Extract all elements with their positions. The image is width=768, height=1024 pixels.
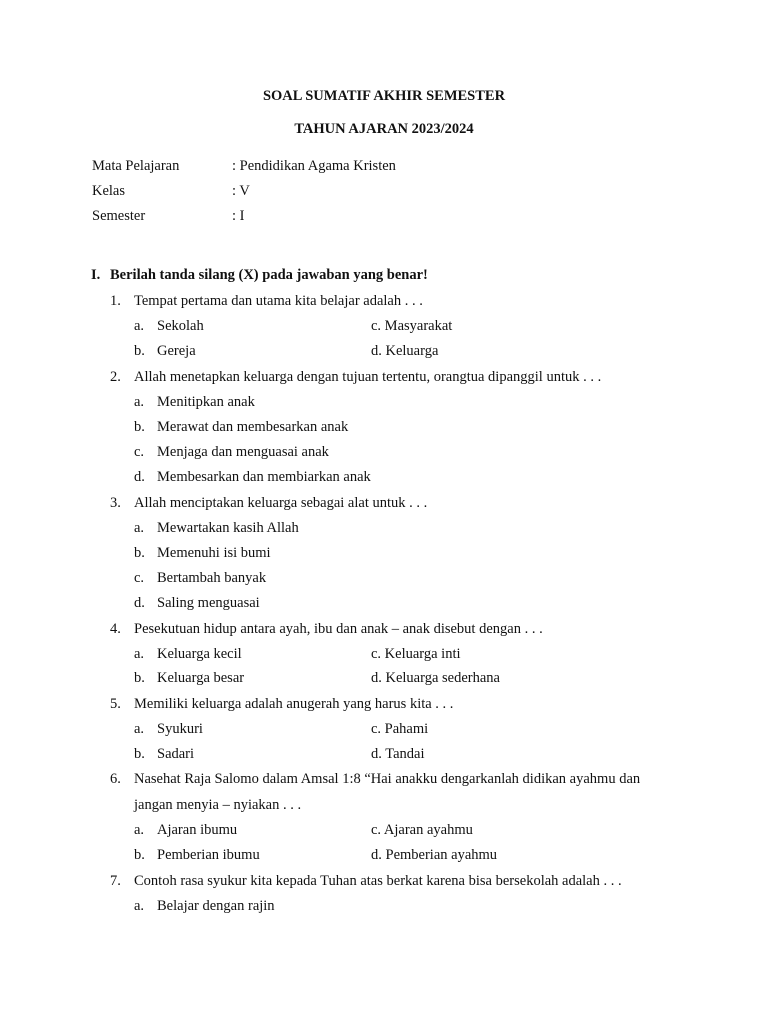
option-text: Bertambah banyak	[157, 570, 267, 586]
info-label: Mata Pelajaran	[92, 158, 180, 174]
option-letter: b.	[134, 746, 145, 762]
option-letter: d.	[134, 469, 145, 485]
option-text: Mewartakan kasih Allah	[157, 520, 299, 536]
option-text: Keluarga besar	[157, 670, 245, 686]
option-letter: b.	[134, 545, 145, 561]
question-text: Tempat pertama dan utama kita belajar adalah . . .	[134, 293, 423, 309]
option-text: Merawat dan membesarkan anak	[157, 419, 349, 435]
option-text: d. Keluarga sederhana	[371, 670, 500, 686]
option-letter: a.	[134, 898, 145, 914]
option-text: c. Pahami	[371, 721, 429, 737]
option-letter: d.	[134, 595, 145, 611]
question-number: 6.	[110, 771, 121, 787]
question-text: Memiliki keluarga adalah anugerah yang harus kita . . .	[134, 696, 454, 712]
option-text: Sadari	[157, 746, 195, 762]
option-text: Sekolah	[157, 318, 204, 334]
option-letter: a.	[134, 520, 145, 536]
info-label: Semester	[92, 208, 146, 224]
question-number: 2.	[110, 369, 121, 385]
option-letter: b.	[134, 419, 145, 435]
question-text: Allah menetapkan keluarga dengan tujuan tertentu, orangtua dipanggil untuk . . .	[134, 369, 602, 385]
option-text: Menitipkan anak	[157, 394, 255, 410]
question-text: Allah menciptakan keluarga sebagai alat untuk . . .	[134, 495, 428, 511]
option-text: c. Ajaran ayahmu	[371, 822, 473, 838]
section-number: I.	[91, 267, 101, 283]
question-text: Pesekutuan hidup antara ayah, ibu dan anak – anak disebut dengan . . .	[134, 621, 543, 637]
section-heading	[91, 267, 428, 284]
section-instruction: Berilah tanda silang (X) pada jawaban yang benar!	[110, 267, 428, 283]
question-number: 4.	[110, 621, 121, 637]
info-label: Kelas	[92, 183, 126, 199]
question-text: Nasehat Raja Salomo dalam Amsal 1:8 “Hai anakku dengarkanlah didikan ayahmu dan	[134, 771, 641, 787]
option-letter: b.	[134, 847, 145, 863]
option-text: Belajar dengan rajin	[157, 898, 275, 914]
question-number: 1.	[110, 293, 121, 309]
option-letter: a.	[134, 721, 145, 737]
option-text: Pemberian ibumu	[157, 847, 260, 863]
option-letter: a.	[134, 822, 145, 838]
document-title: SOAL SUMATIF AKHIR SEMESTER	[262, 88, 506, 104]
option-text: c. Masyarakat	[371, 318, 453, 334]
option-letter: c.	[134, 444, 145, 460]
option-text: Keluarga kecil	[157, 646, 242, 662]
option-text: d. Tandai	[371, 746, 425, 762]
option-letter: c.	[134, 570, 145, 586]
question-number: 7.	[110, 873, 121, 889]
question-number: 5.	[110, 696, 121, 712]
info-value: : I	[232, 208, 245, 224]
question-text: Contoh rasa syukur kita kepada Tuhan atas berkat karena bisa bersekolah adalah . . .	[134, 873, 622, 889]
option-text: Gereja	[157, 343, 196, 359]
option-letter: a.	[134, 394, 145, 410]
option-text: Menjaga dan menguasai anak	[157, 444, 329, 460]
option-text: Ajaran ibumu	[157, 822, 238, 838]
option-text: Saling menguasai	[157, 595, 260, 611]
option-text: Membesarkan dan membiarkan anak	[157, 469, 371, 485]
question-number: 3.	[110, 495, 121, 511]
option-text: d. Pemberian ayahmu	[371, 847, 498, 863]
option-letter: b.	[134, 343, 145, 359]
option-letter: a.	[134, 646, 145, 662]
document-subtitle: TAHUN AJARAN 2023/2024	[294, 121, 474, 137]
option-text: Memenuhi isi bumi	[157, 545, 271, 561]
info-value: : V	[232, 183, 250, 199]
option-letter: a.	[134, 318, 145, 334]
info-value: : Pendidikan Agama Kristen	[232, 158, 396, 174]
option-text: d. Keluarga	[371, 343, 439, 359]
option-text: c. Keluarga inti	[371, 646, 461, 662]
option-letter: b.	[134, 670, 145, 686]
question-text: jangan menyia – nyiakan . . .	[134, 797, 302, 813]
option-text: Syukuri	[157, 721, 203, 737]
